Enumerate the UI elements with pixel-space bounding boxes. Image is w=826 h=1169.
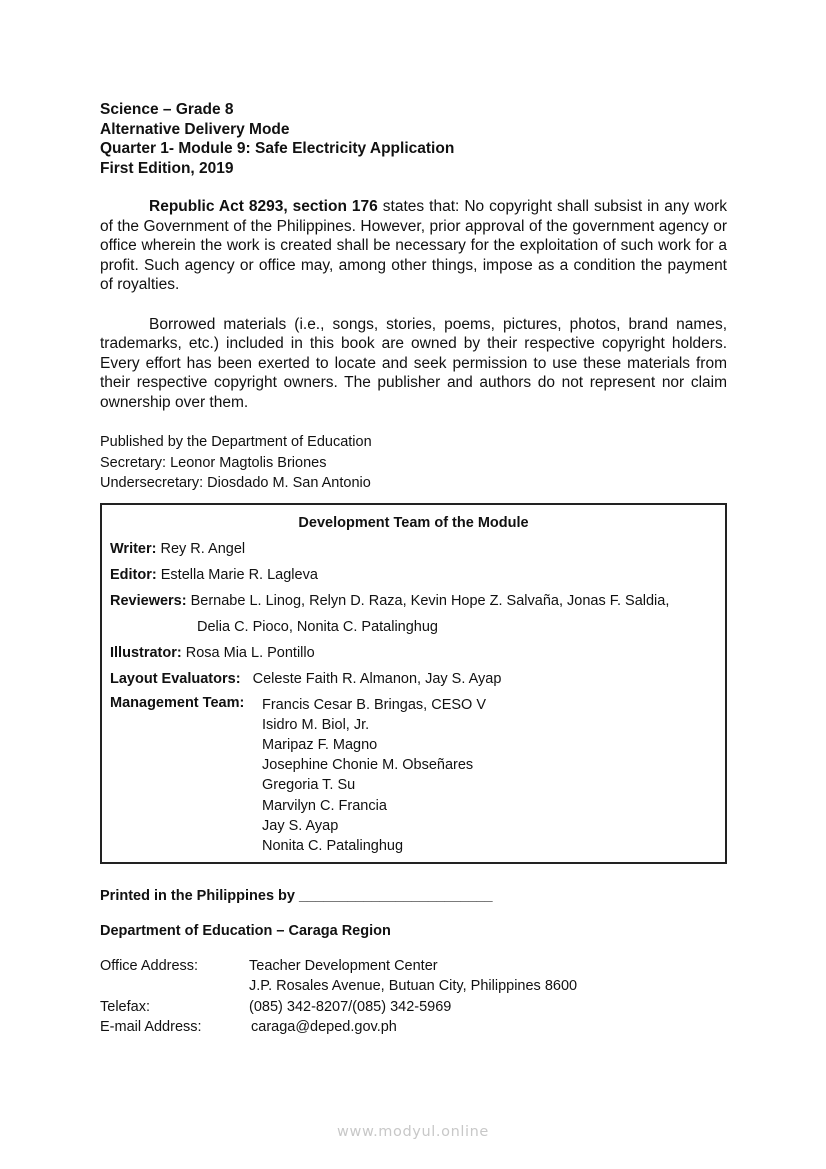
management-member: Isidro M. Biol, Jr.	[262, 716, 370, 733]
secretary: Secretary: Leonor Magtolis Briones	[100, 454, 327, 471]
edition: First Edition, 2019	[100, 159, 234, 177]
copyright-law-reference: Republic Act 8293, section 176	[149, 198, 378, 215]
layout-evaluators-names: Celeste Faith R. Almanon, Jay S. Ayap	[240, 670, 502, 687]
layout-evaluators-row	[110, 669, 717, 689]
region-heading: Department of Education – Caraga Region	[100, 923, 391, 940]
office-address-row-2	[100, 976, 727, 996]
management-member: Marvilyn C. Francia	[262, 797, 387, 814]
email-label: E-mail Address:	[100, 1019, 202, 1036]
writer-label: Writer:	[110, 540, 157, 557]
reviewers-row	[110, 591, 717, 611]
office-address-line1: Teacher Development Center	[249, 958, 438, 975]
copyright-paragraph	[100, 197, 727, 295]
management-team-row	[110, 695, 717, 857]
email-value: caraga@deped.gov.ph	[251, 1019, 397, 1036]
management-member: Jay S. Ayap	[262, 817, 339, 834]
writer-row	[110, 539, 717, 559]
management-member: Francis Cesar B. Bringas, CESO V	[262, 696, 487, 713]
illustrator-label: Illustrator:	[110, 644, 182, 661]
management-member: Maripaz F. Magno	[262, 736, 378, 753]
reviewers-label: Reviewers:	[110, 592, 187, 609]
editor-name: Estella Marie R. Lagleva	[156, 566, 318, 583]
illustrator-row	[110, 643, 717, 663]
watermark: www.modyul.online	[337, 1124, 489, 1140]
office-address-row	[100, 956, 727, 976]
email-row	[100, 1017, 727, 1037]
editor-label: Editor:	[110, 566, 157, 583]
office-address-label: Office Address:	[100, 958, 199, 975]
undersecretary: Undersecretary: Diosdado M. San Antonio	[100, 475, 371, 491]
copyright-text: states that: No copyright shall subsist in any work of the Government of the Philippines. However, prior approval of the government agency or office wherein the work is created shall be necessary for the exploitation of such work for a profit. Such agency or office may, among other things, impose as a condition the payment of royalties.	[100, 198, 727, 293]
management-member: Nonita C. Patalinghug	[262, 837, 404, 854]
reviewers-names: Bernabe L. Linog, Relyn D. Raza, Kevin Hope Z. Salvaña, Jonas F. Saldia,	[186, 592, 670, 609]
spacer	[100, 976, 249, 996]
telefax-value: (085) 342-8207/(085) 342-5969	[249, 998, 452, 1015]
office-address-line2: J.P. Rosales Avenue, Butuan City, Philippines 8600	[249, 978, 578, 995]
illustrator-name: Rosa Mia L. Pontillo	[181, 644, 315, 661]
management-team-list	[262, 695, 486, 857]
reviewers-continued: Delia C. Pioco, Nonita C. Patalinghug	[197, 618, 438, 635]
subject-grade: Science – Grade 8	[100, 101, 234, 118]
writer-name: Rey R. Angel	[156, 540, 246, 557]
telefax-row	[100, 997, 727, 1017]
publisher-info	[100, 432, 727, 494]
team-title: Development Team of the Module	[298, 514, 529, 531]
title-block	[100, 100, 727, 178]
management-member: Josephine Chonie M. Obseñares	[262, 757, 474, 774]
development-team-box	[100, 503, 727, 865]
management-team-label: Management Team:	[110, 694, 245, 711]
delivery-mode: Alternative Delivery Mode	[100, 120, 290, 138]
telefax-label: Telefax:	[100, 998, 150, 1015]
borrowed-materials-paragraph: Borrowed materials (i.e., songs, stories, poems, pictures, photos, brand names, trademarks, etc.) included in this book are owned by their respective copyright holders. Every effort has been exerted to locate and seek permission to use these materials from their respective copyright owners. The publisher and authors do not represent nor claim ownership over them.	[100, 315, 727, 411]
printed-by: Printed in the Philippines by ________________________	[100, 888, 493, 905]
published-by: Published by the Department of Education	[100, 434, 372, 450]
editor-row	[110, 565, 717, 585]
document-page	[100, 100, 727, 1037]
management-member: Gregoria T. Su	[262, 777, 356, 794]
layout-evaluators-label: Layout Evaluators:	[110, 670, 241, 687]
contact-info	[100, 956, 727, 1037]
module-title: Quarter 1- Module 9: Safe Electricity Application	[100, 140, 455, 157]
